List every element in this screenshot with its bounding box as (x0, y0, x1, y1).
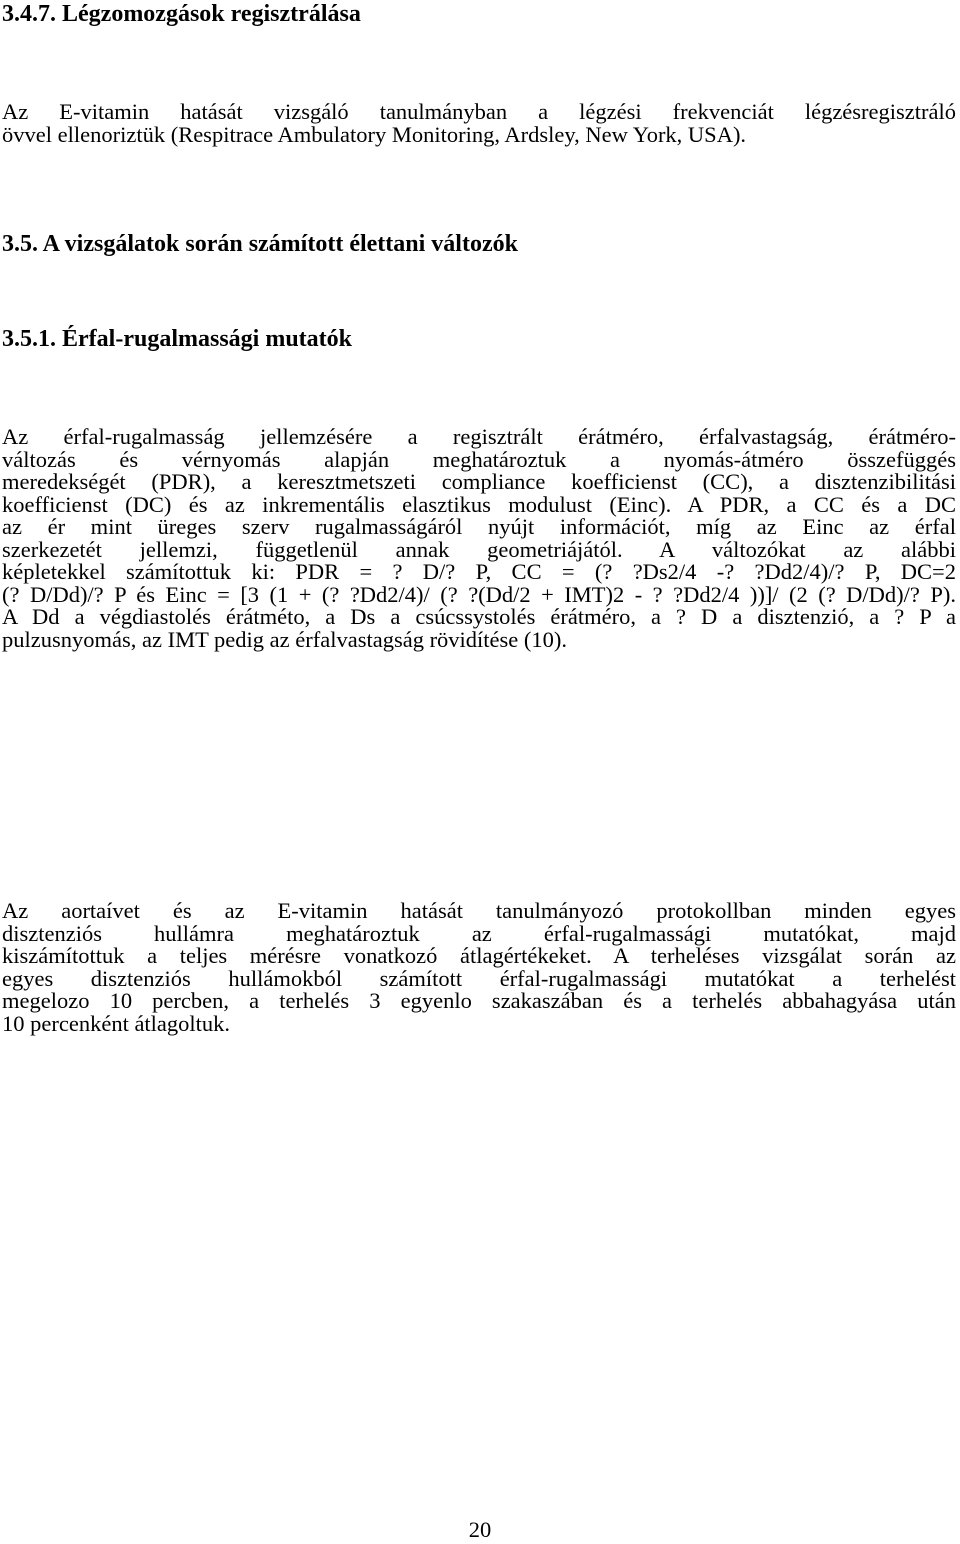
paragraph-aortic-protocol (2, 888, 956, 1036)
paragraph-line: övvel ellenoriztük (Respitrace Ambulatory Monitoring, Ardsley, New York, USA). (2, 121, 747, 147)
paragraph-line: kiszámítottuk a teljes mérésre vonatkozó átlagértékeket. A terheléses vizsgálat során az (2, 943, 956, 968)
section-heading-3-5-1: 3.5.1. Érfal-rugalmassági mutatók (2, 326, 352, 352)
paragraph-line: koefficienst (DC) és az inkrementális elasztikus modulust (Einc). A PDR, a CC és a DC (2, 491, 956, 517)
paragraph-line: 10 percenként átlagoltuk. (2, 1010, 231, 1036)
paragraph-line: A Dd a végdiastolés érátméto, a Ds a csúcssystolés érátméro, a ? D a disztenzió, a ? P a (2, 604, 956, 629)
paragraph-line: változás és vérnyomás alapján meghatároztuk a nyomás-átméro összefüggés (2, 446, 956, 472)
section-heading-3-5: 3.5. A vizsgálatok során számított élettani változók (2, 231, 518, 257)
paragraph-breathing-registration (2, 87, 956, 147)
paragraph-line: Az aortaívet és az E-vitamin hatását tanulmányozó protokollban minden egyes (2, 898, 956, 923)
paragraph-line: az ér mint üreges szerv rugalmasságáról nyújt információt, míg az Einc az érfal (2, 514, 956, 539)
paragraph-elasticity-indices (2, 414, 956, 652)
paragraph-line: megelozo 10 percben, a terhelés 3 egyenlo szakaszában és a terhelés abbahagyása után (2, 988, 956, 1013)
paragraph-line: szerkezetét jellemzi, függetlenül annak geometriájától. A változókat az alábbi (2, 536, 956, 562)
paragraph-line: egyes disztenziós hullámokból számított érfal-rugalmassági mutatókat a terhelést (2, 965, 956, 991)
section-heading-3-4-7: 3.4.7. Légzomozgások regisztrálása (2, 1, 361, 27)
page-number: 20 (468, 1517, 492, 1542)
paragraph-line: disztenziós hullámra meghatároztuk az érfal-rugalmassági mutatókat, majd (2, 920, 956, 946)
paragraph-line: Az érfal-rugalmasság jellemzésére a regisztrált érátméro, érfalvastagság, érátméro- (2, 424, 956, 449)
formula-line: (? D/Dd)/? P és Einc = [3 (1 + (? ?Dd2/4)/ (? ?(Dd/2 + IMT)2 - ? ?Dd2/4 ))]/ (2 (? D/Dd)/? P). (2, 581, 956, 607)
paragraph-line: Az E-vitamin hatását vizsgáló tanulmányban a légzési frekvenciát légzésregisztráló (2, 99, 956, 124)
paragraph-line: pulzusnyomás, az IMT pedig az érfalvastagság rövidítése (10). (2, 626, 568, 652)
formula-line: képletekkel számítottuk ki: PDR = ? D/? P, CC = (? ?Ds2/4 -? ?Dd2/4)/? P, DC=2 (2, 559, 956, 584)
paragraph-line: meredekségét (PDR), a keresztmetszeti compliance koefficienst (CC), a disztenzibilitási (2, 469, 956, 494)
